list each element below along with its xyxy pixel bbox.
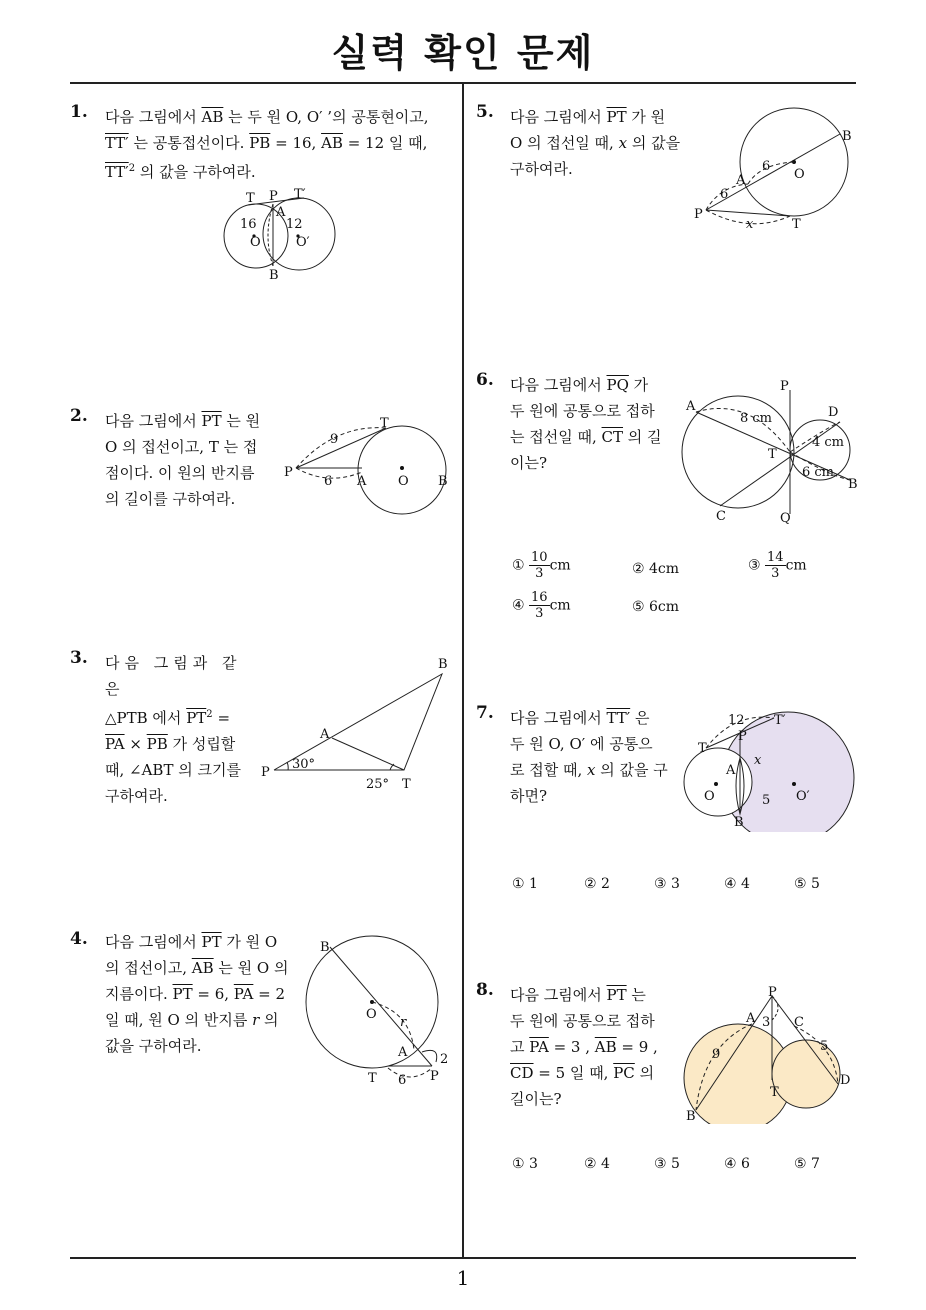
q8-label-3: 3 — [762, 1015, 771, 1030]
q6-label-B: B — [848, 477, 858, 492]
q7-label-P: P — [738, 729, 747, 744]
q1-label-A: A — [276, 205, 286, 220]
q8-number: 8. — [476, 980, 494, 1000]
q2-label-O: O — [398, 474, 409, 489]
q4-label-2: 2 — [440, 1052, 449, 1067]
q8-choice-4[interactable]: ④ 6 — [724, 1156, 750, 1172]
q8-label-T: T — [770, 1085, 779, 1100]
q7-label-B: B — [734, 815, 744, 830]
q5-label-P: P — [694, 207, 703, 222]
q8-choice-5[interactable]: ⑤ 7 — [794, 1156, 820, 1172]
q5-label-A: A — [736, 173, 746, 188]
q4-text: 다음 그림에서 $\overline{PT}$ 가 원 O 의 접선이고, $\overline{AB}$ 는 원 O 의 지름이다. $\overline{PT} = 6$, $\overline{PA} = 2$ 일 때, 원 O 의 반지름 r 의 값을 구하여라. — [105, 933, 289, 1055]
q6-label-C: C — [716, 509, 726, 524]
q3-text: 다음 그림과 같은 △PTB 에서 $\overline{PT}^2$ = $\overline{PA} \times \overline{PB}$ 가 성립할 때, ∠ABT 의 크기를 구하여라. — [105, 654, 242, 805]
q4-label-T: T — [368, 1071, 377, 1086]
q3-label-25: 25° — [366, 777, 390, 792]
q7-label-O: O — [704, 789, 715, 804]
q4-number: 4. — [70, 929, 88, 949]
q6-label-A: A — [686, 399, 696, 414]
q4-figure — [300, 930, 460, 1090]
q8-figure — [674, 984, 860, 1124]
q7-label-T2: T′ — [774, 713, 786, 728]
q7-number: 7. — [476, 703, 494, 723]
q5-text: 다음 그림에서 $\overline{PT}$ 가 원 O 의 접선일 때, x 의 값을 구하여라. — [510, 108, 681, 178]
q1-text: 다음 그림에서 $\overline{AB}$ 는 두 원 O, O′ ’의 공통현이고, TT′ 는 공통접선이다. $\overline{PB} = 16$, $\overline{AB} = 12$ 일 때, $TT'^2$ 의 값을 구하여라. — [105, 108, 429, 181]
q8-label-C: C — [794, 1015, 804, 1030]
q6-number: 6. — [476, 370, 494, 390]
q7-choice-5[interactable]: ⑤ 5 — [794, 876, 820, 892]
q3-label-B: B — [438, 657, 448, 672]
q1-number: 1. — [70, 102, 88, 122]
page-number: 1 — [456, 1266, 470, 1290]
q7-label-12: 12 — [728, 713, 745, 728]
q5-label-O: O — [794, 167, 805, 182]
q8-choice-1[interactable]: ① 3 — [512, 1156, 538, 1172]
q2-label-6: 6 — [324, 474, 333, 489]
q3-label-T: T — [402, 777, 411, 792]
q3-label-30: 30° — [292, 757, 316, 772]
q2-label-T: T — [380, 416, 389, 431]
q5-label-B: B — [842, 129, 852, 144]
q2-label-A: A — [357, 474, 367, 489]
q7-text: 다음 그림에서 TT′ 은 두 원 O, O′ 에 공통으 로 접할 때, x 의 값을 구 하면? — [510, 709, 668, 805]
q4-label-6: 6 — [398, 1073, 407, 1088]
q6-label-Q: Q — [780, 511, 791, 526]
q2-number: 2. — [70, 406, 88, 426]
q3-label-A: A — [320, 727, 330, 742]
q7-choice-4[interactable]: ④ 4 — [724, 876, 750, 892]
q6-label-D: D — [828, 405, 839, 420]
q1-label-16: 16 — [240, 217, 257, 232]
q4-label-O: O — [366, 1007, 377, 1022]
q6-choice-1[interactable]: ① $\frac{10}{3}$ cm — [512, 550, 571, 581]
q2-figure — [280, 410, 460, 520]
q1-label-12: 12 — [286, 217, 303, 232]
q6-choice-3[interactable]: ③ $\frac{14}{3}$ cm — [748, 550, 807, 581]
q3-label-P: P — [261, 765, 270, 780]
q8-choice-3[interactable]: ③ 5 — [654, 1156, 680, 1172]
q2-label-B: B — [438, 474, 448, 489]
q8-label-5: 5 — [820, 1039, 829, 1054]
q6-text: 다음 그림에서 $\overline{PQ}$ 가 두 원에 공통으로 접하 는 접선일 때, $\overline{CT}$ 의 길 이는? — [510, 376, 662, 472]
q6-label-P: P — [780, 379, 789, 394]
q8-label-D: D — [840, 1073, 851, 1088]
q2-text: 다음 그림에서 $\overline{PT}$ 는 원 O 의 접선이고, T 는 접 점이다. 이 원의 반지름 의 길이를 구하여라. — [105, 412, 261, 508]
q3-figure — [258, 652, 458, 794]
q7-label-T: T — [698, 741, 707, 756]
page-title: 실력 확인 문제 — [331, 31, 595, 75]
q7-choice-2[interactable]: ② 2 — [584, 876, 610, 892]
q8-label-9: 9 — [712, 1047, 721, 1062]
q1-label-O2: O′ — [296, 235, 310, 250]
q5-label-x: x — [746, 217, 754, 232]
q7-figure — [680, 708, 860, 832]
column-divider — [462, 84, 464, 1259]
q2-label-9: 9 — [330, 432, 339, 447]
q6-label-4cm: 4 cm — [812, 435, 845, 450]
q8-label-B: B — [686, 1109, 696, 1124]
q7-label-O2: O′ — [796, 789, 810, 804]
q7-label-5: 5 — [762, 793, 771, 808]
q3-number: 3. — [70, 648, 88, 668]
q8-label-P: P — [768, 985, 777, 1000]
q7-choice-3[interactable]: ③ 3 — [654, 876, 680, 892]
q7-choice-1[interactable]: ① 1 — [512, 876, 538, 892]
q6-choice-5[interactable]: ⑤ 6cm — [632, 599, 680, 615]
q1-label-P: P — [269, 189, 278, 204]
q8-right-circle — [772, 1040, 840, 1108]
q4-label-A: A — [398, 1045, 408, 1060]
q5-label-T: T — [792, 217, 801, 232]
q1-label-O: O — [250, 235, 261, 250]
q7-label-A: A — [726, 763, 736, 778]
q2-label-P: P — [284, 465, 293, 480]
q4-label-r: r — [400, 1015, 407, 1030]
q5-figure — [690, 104, 870, 234]
q8-label-A: A — [746, 1011, 756, 1026]
bottom-rule — [70, 1257, 856, 1259]
q1-label-T: T — [246, 191, 255, 206]
q7-label-x: x — [754, 753, 762, 768]
q4-label-B: B — [320, 940, 330, 955]
q6-label-6cm: 6 cm — [802, 465, 835, 480]
q6-figure — [680, 376, 866, 530]
q6-label-8cm: 8 cm — [740, 411, 773, 426]
q8-text: 다음 그림에서 $\overline{PT}$ 는 두 원에 공통으로 접하 고 $\overline{PA} = 3$ , $\overline{AB} = 9$ , $\overline{CD} = 5$ 일 때, $\overline{PC}$ 의 길이는? — [510, 986, 658, 1108]
q5-label-6b: 6 — [720, 187, 729, 202]
q1-label-B: B — [269, 268, 279, 282]
q6-label-T: T — [768, 447, 777, 462]
q1-label-T2: T′ — [294, 187, 306, 202]
q6-choice-2[interactable]: ② 4cm — [632, 561, 680, 577]
q1-figure — [218, 186, 342, 282]
q6-choice-4[interactable]: ④ $\frac{16}{3}$ cm — [512, 590, 571, 621]
q5-label-6a: 6 — [762, 159, 771, 174]
q8-choice-2[interactable]: ② 4 — [584, 1156, 610, 1172]
q4-label-P: P — [430, 1069, 439, 1084]
q5-number: 5. — [476, 102, 494, 122]
